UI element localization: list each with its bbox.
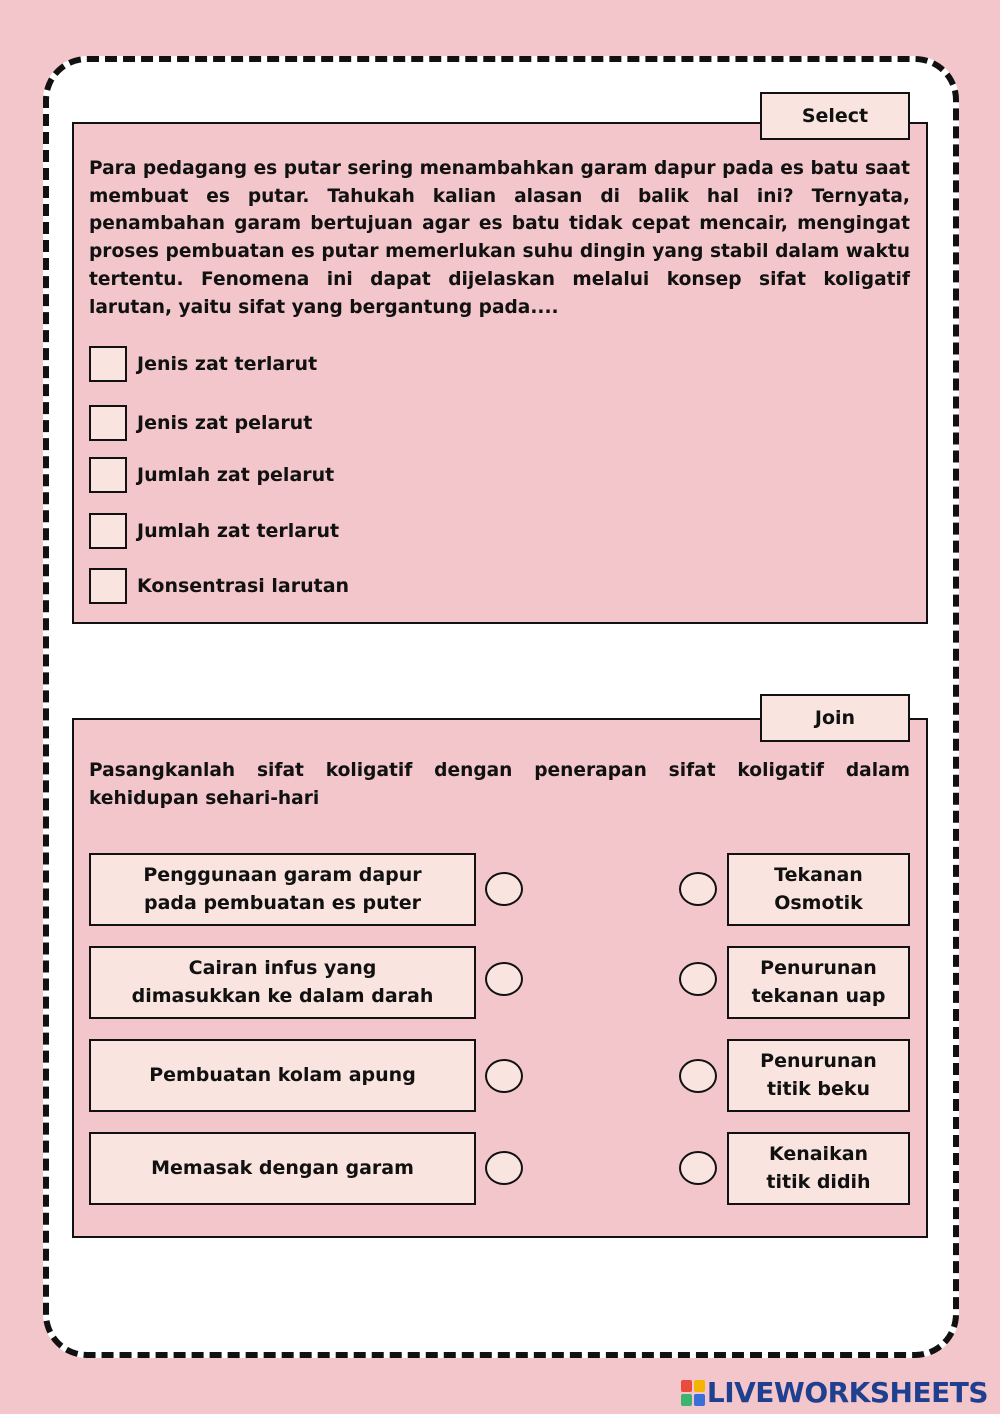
match-right-dot-4[interactable] — [679, 1151, 717, 1185]
logo-square-1 — [681, 1380, 692, 1392]
option-checkbox[interactable] — [89, 405, 127, 441]
option-5[interactable] — [89, 568, 349, 604]
logo-square-4 — [694, 1394, 705, 1406]
match-left-dot-2[interactable] — [485, 962, 523, 996]
option-label: Jumlah zat pelarut — [137, 464, 335, 486]
option-4[interactable] — [89, 513, 339, 549]
option-checkbox[interactable] — [89, 513, 127, 549]
option-checkbox[interactable] — [89, 568, 127, 604]
match-right-item-1[interactable]: Tekanan Osmotik — [727, 853, 910, 926]
match-right-dot-2[interactable] — [679, 962, 717, 996]
option-label: Jenis zat terlarut — [137, 353, 318, 375]
match-left-dot-1[interactable] — [485, 872, 523, 906]
match-left-item-4[interactable]: Memasak dengan garam — [89, 1132, 476, 1205]
logo-square-3 — [681, 1394, 692, 1406]
liveworksheets-logo-icon — [681, 1380, 705, 1406]
match-left-item-3[interactable]: Pembuatan kolam apung — [89, 1039, 476, 1112]
option-checkbox[interactable] — [89, 346, 127, 382]
match-left-item-1[interactable]: Penggunaan garam dapur pada pembuatan es puter — [89, 853, 476, 926]
match-right-dot-3[interactable] — [679, 1059, 717, 1093]
match-left-item-2[interactable]: Cairan infus yang dimasukkan ke dalam darah — [89, 946, 476, 1019]
option-label: Konsentrasi larutan — [137, 575, 350, 597]
option-label: Jumlah zat terlarut — [137, 520, 340, 542]
option-2[interactable] — [89, 405, 312, 441]
select-tag: Select — [760, 92, 910, 140]
match-right-item-3[interactable]: Penurunan titik beku — [727, 1039, 910, 1112]
match-left-dot-4[interactable] — [485, 1151, 523, 1185]
option-label: Jenis zat pelarut — [137, 412, 313, 434]
logo-square-2 — [694, 1380, 705, 1392]
match-left-dot-3[interactable] — [485, 1059, 523, 1093]
match-right-dot-1[interactable] — [679, 872, 717, 906]
option-1[interactable] — [89, 346, 317, 382]
option-3[interactable] — [89, 457, 334, 493]
liveworksheets-brand — [681, 1376, 988, 1409]
match-right-item-2[interactable]: Penurunan tekanan uap — [727, 946, 910, 1019]
option-checkbox[interactable] — [89, 457, 127, 493]
select-question-text: Para pedagang es putar sering menambahkan garam dapur pada es batu saat membuat es putar. Tahukah kalian alasan di balik hal ini? Ternyata, penambahan garam bertujuan agar es batu tidak cepat mencair, mengingat proses pembuatan es putar memerlukan suhu dingin yang stabil dalam waktu tertentu. Fenomena ini dapat dijelaskan melalui konsep sifat koligatif larutan, yaitu sifat yang bergantung pada.... — [89, 158, 910, 318]
join-tag: Join — [760, 694, 910, 742]
brand-name: LIVEWORKSHEETS — [706, 1376, 988, 1409]
match-right-item-4[interactable]: Kenaikan titik didih — [727, 1132, 910, 1205]
join-question-text: Pasangkanlah sifat koligatif dengan penerapan sifat koligatif dalam kehidupan sehari-hari — [89, 760, 910, 809]
